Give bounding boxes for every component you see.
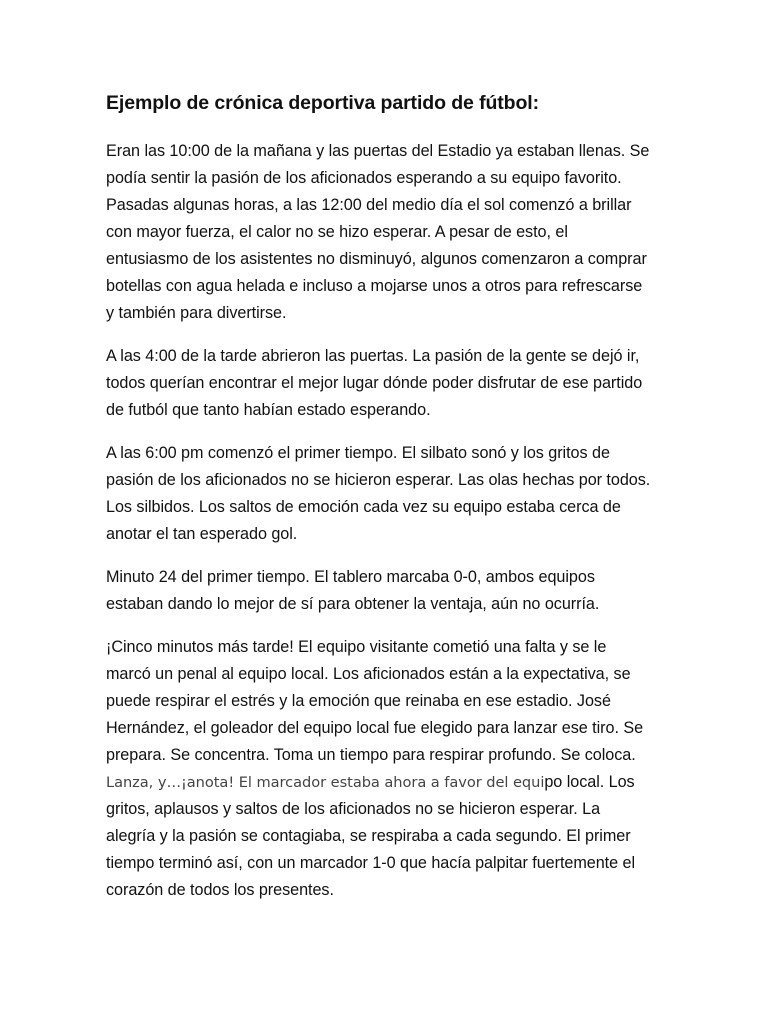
- paragraph-3: [106, 440, 666, 548]
- text-line: todos querían encontrar el mejor lugar dónde poder disfrutar de ese partido: [106, 374, 643, 392]
- text-line: ¡Cinco minutos más tarde! El equipo visitante cometió una falta y se le: [106, 638, 607, 656]
- text-line: prepara. Se concentra. Toma un tiempo para respirar profundo. Se coloca.: [106, 746, 636, 764]
- text-line: Los silbidos. Los saltos de emoción cada vez su equipo estaba cerca de: [106, 498, 621, 516]
- text-line: gritos, aplausos y saltos de los aficionados no se hicieron esperar. La: [106, 800, 601, 818]
- text-line: corazón de todos los presentes.: [106, 881, 334, 899]
- normal-text-run: po local. Los: [544, 773, 635, 791]
- text-line: tiempo terminó así, con un marcador 1-0 que hacía palpitar fuertemente el: [106, 854, 636, 872]
- text-line: con mayor fuerza, el calor no se hizo esperar. A pesar de esto, el: [106, 223, 568, 241]
- text-line: botellas con agua helada e incluso a mojarse unos a otros para refrescarse: [106, 277, 643, 295]
- text-line: A las 4:00 de la tarde abrieron las puertas. La pasión de la gente se dejó ir,: [106, 347, 640, 365]
- text-line: entusiasmo de los asistentes no disminuyó, algunos comenzaron a comprar: [106, 250, 647, 268]
- paragraph-4: [106, 564, 666, 618]
- text-line: A las 6:00 pm comenzó el primer tiempo. El silbato sonó y los gritos de: [106, 444, 610, 462]
- text-line: de futból que tanto habían estado esperando.: [106, 401, 431, 419]
- light-text-run: Lanza, y…¡anota! El marcador estaba ahora a favor del equi: [106, 774, 545, 791]
- document-title: Ejemplo de crónica deportiva partido de fútbol:: [106, 92, 540, 114]
- text-line: Hernández, el goleador del equipo local fue elegido para lanzar ese tiro. Se: [106, 719, 644, 737]
- text-line: puede respirar el estrés y la emoción que reinaba en ese estadio. José: [106, 692, 611, 710]
- text-line: alegría y la pasión se contagiaba, se respiraba a cada segundo. El primer: [106, 827, 631, 845]
- text-line: podía sentir la pasión de los aficionados esperando a su equipo favorito.: [106, 169, 622, 187]
- document-page: [106, 88, 666, 920]
- text-line: pasión de los aficionados no se hicieron esperar. Las olas hechas por todos.: [106, 471, 651, 489]
- text-line: Pasadas algunas horas, a las 12:00 del medio día el sol comenzó a brillar: [106, 196, 632, 214]
- text-line: estaban dando lo mejor de sí para obtener la ventaja, aún no ocurría.: [106, 595, 600, 613]
- text-line: Minuto 24 del primer tiempo. El tablero marcaba 0-0, ambos equipos: [106, 568, 595, 586]
- paragraph-5: [106, 634, 666, 904]
- text-line: anotar el tan esperado gol.: [106, 525, 298, 543]
- text-line-mixed: [106, 769, 666, 796]
- paragraph-1: [106, 138, 666, 327]
- text-line: y también para divertirse.: [106, 304, 287, 322]
- text-line: marcó un penal al equipo local. Los aficionados están a la expectativa, se: [106, 665, 631, 683]
- text-line: Eran las 10:00 de la mañana y las puertas del Estadio ya estaban llenas. Se: [106, 142, 650, 160]
- paragraph-2: [106, 343, 666, 424]
